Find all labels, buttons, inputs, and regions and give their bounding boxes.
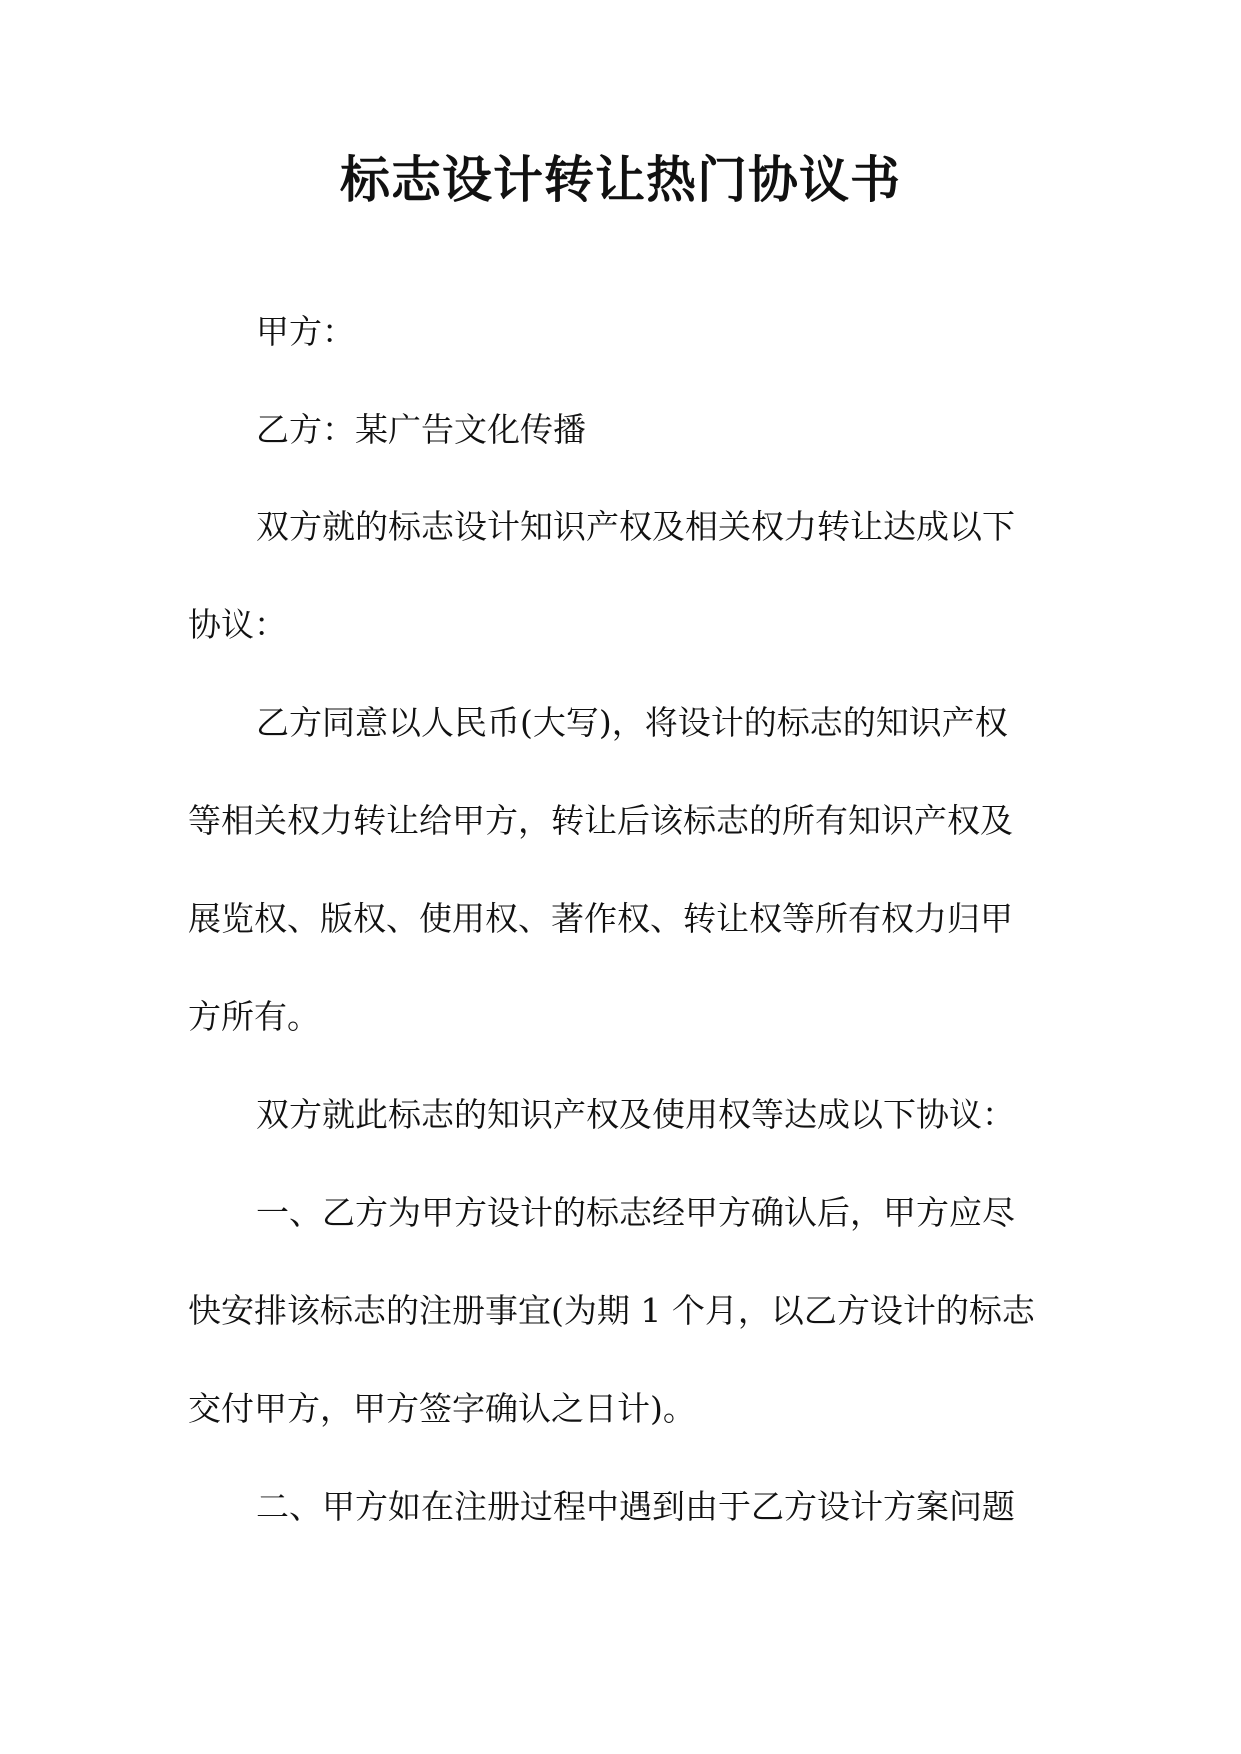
paragraph-line: 协议： xyxy=(188,605,287,644)
document-title: 标志设计转让热门协议书 xyxy=(340,150,901,209)
paragraph-line: 展览权、版权、使用权、著作权、转让权等所有权力归甲 xyxy=(188,899,1013,938)
paragraph-line: 双方就的标志设计知识产权及相关权力转让达成以下 xyxy=(256,507,1015,546)
paragraph-line: 乙方同意以人民币(大写)，将设计的标志的知识产权 xyxy=(256,703,1008,742)
paragraph-line: 交付甲方，甲方签字确认之日计)。 xyxy=(188,1389,696,1428)
party-b-line: 乙方：某广告文化传播 xyxy=(256,410,586,449)
paragraph-line: 二、甲方如在注册过程中遇到由于乙方设计方案问题 xyxy=(256,1487,1015,1526)
paragraph-line: 快安排该标志的注册事宜(为期 1 个月，以乙方设计的标志 xyxy=(188,1291,1035,1330)
paragraph-line: 一、乙方为甲方设计的标志经甲方确认后，甲方应尽 xyxy=(256,1193,1015,1232)
paragraph-line: 双方就此标志的知识产权及使用权等达成以下协议： xyxy=(256,1095,1015,1134)
party-a-line: 甲方： xyxy=(256,312,355,351)
paragraph-line: 等相关权力转让给甲方，转让后该标志的所有知识产权及 xyxy=(188,801,1013,840)
paragraph-line: 方所有。 xyxy=(188,997,320,1036)
